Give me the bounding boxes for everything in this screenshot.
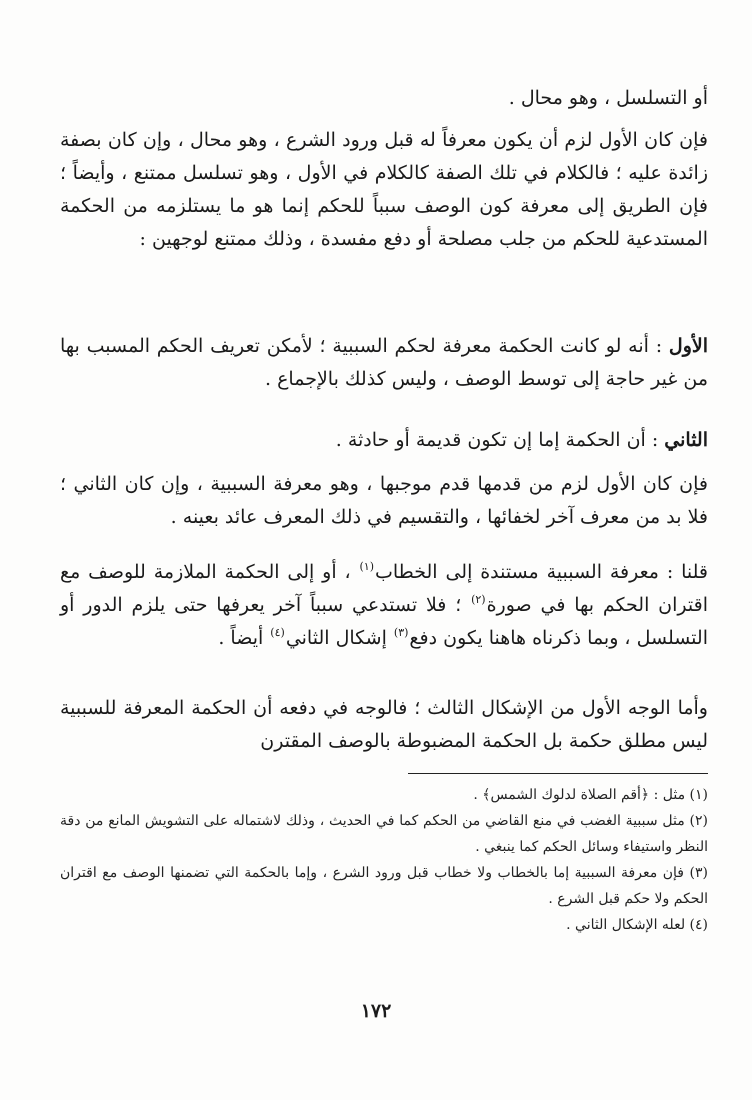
footnotes-section [60,782,708,938]
body-paragraph [60,424,708,457]
paragraph-text: قلنا : معرفة السببية مستندة إلى الخطاب [374,561,708,583]
footnote-marker[interactable]: (١) [359,560,374,573]
page-number: ١٧٢ [360,1000,392,1022]
paragraph-lead-word: الثاني [664,429,708,451]
paragraph-text: إشكال الثاني [285,627,393,649]
paragraph-text: : أن الحكمة إما إن تكون قديمة أو حادثة . [335,429,665,451]
paragraph-third-objection [60,692,708,758]
paragraph-text: : أنه لو كانت الحكمة معرفة لحكم السببية ؛ لأمكن تعريف الحكم المسبب بها من غير حاجة إلى توسط الوصف ، وليس كذلك بالإجماع . [60,335,708,390]
paragraph-text: أيضاً . [218,627,270,649]
body-paragraph: فإن كان الأول لزم من قدمها قدم موجبها ، وهو معرفة السببية ، وإن كان الثاني ؛ فلا بد من معرف آخر لخفائها ، والتقسيم في ذلك المعرف عائد بعينه . [60,473,708,528]
paragraph-lead-word: الأول [668,335,708,357]
paragraph-second-reason [60,424,708,457]
footnote-marker[interactable]: (٤) [270,626,285,639]
paragraph-text: ، أو إلى الحكمة الملازمة للوصف مع اقتران الحكم بها في صورة [60,561,708,616]
body-paragraph [60,556,708,655]
paragraph-division [60,468,708,534]
paragraph-continuation [60,82,708,115]
paragraph-reply [60,556,708,655]
body-paragraph [60,330,708,396]
paragraph-text: ؛ فلا تستدعي سبباً آخر يعرفها حتى يلزم الدور أو التسلسل ، وبما ذكرناه هاهنا يكون دفع [60,594,708,649]
footnote-4: (٤) لعله الإشكال الثاني . [566,917,708,933]
body-line: أو التسلسل ، وهو محال . [508,87,708,109]
body-paragraph: فإن كان الأول لزم أن يكون معرفاً له قبل ورود الشرع ، وهو محال ، وإن كان بصفة زائدة عليه ؛ فالكلام في تلك الصفة كالكلام في الأول ، وهو تسلسل ممتنع ، وأيضاً ؛ فإن الطريق إلى معرفة كون الوصف سبباً للحكم إنما هو ما يستلزمه من الحكمة المستدعية للحكم من جلب مصلحة أو دفع مفسدة ، وذلك ممتنع لوجهين : [60,129,708,250]
paragraph-first-reason [60,330,708,396]
footnote-marker[interactable]: (٢) [471,593,486,606]
footnote-separator [408,773,708,774]
footnote-marker[interactable]: (٣) [393,626,409,639]
body-paragraph: وأما الوجه الأول من الإشكال الثالث ؛ فالوجه في دفعه أن الحكمة المعرفة للسببية ليس مطلق حكمة بل الحكمة المضبوطة بالوصف المقترن [60,697,708,752]
footnote-2: (٢) مثل سببية الغضب في منع القاضي من الحكم كما في الحديث ، وذلك لاشتماله على التشويش المانع من دقة النظر واستيفاء وسائل الحكم كما ينبغي . [60,813,708,855]
footnote-1: (١) مثل : ﴿أقم الصلاة لدلوك الشمس﴾ . [473,787,708,803]
footnote-3: (٣) فإن معرفة السببية إما بالخطاب ولا خطاب قبل ورود الشرع ، وإما بالحكمة التي تضمنها الوصف مع اقتران الحكم ولا حكم قبل الشرع . [60,865,708,907]
paragraph-argument [60,124,708,256]
